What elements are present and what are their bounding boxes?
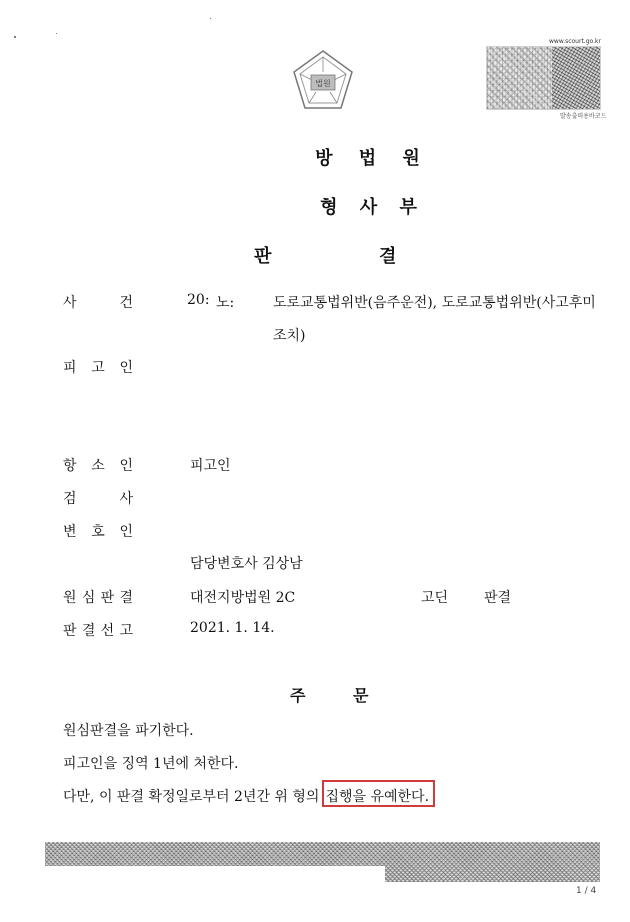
scan-speck — [56, 33, 57, 34]
sentence-date-value: 2021. 1. 14. — [190, 620, 275, 636]
emblem-text: 법원 — [315, 79, 331, 88]
ruling-heading-left: 주 — [290, 686, 306, 705]
counsel-label: 변 호 인 — [63, 524, 133, 540]
judgment-title-right: 결 — [379, 246, 397, 267]
court-url: www.scourt.go.kr — [549, 38, 601, 45]
highlight-box — [322, 780, 435, 807]
sentence-date-label: 판 결 선 고 — [63, 623, 133, 639]
original-judgment-case-type: 고딘 — [421, 590, 449, 606]
barcode-caption: 발송출력용바코드 — [560, 113, 607, 120]
scan-speck — [210, 18, 211, 19]
judgment-title-left: 판 — [254, 246, 272, 267]
case-label: 사 건 — [63, 295, 133, 311]
case-title-line1: 도로교통법위반(음주운전), 도로교통법위반(사고후미 — [273, 295, 596, 311]
prosecutor-label: 검 사 — [63, 491, 133, 507]
case-title-line2: 조치) — [273, 328, 306, 344]
appellant-value: 피고인 — [190, 458, 231, 474]
original-judgment-court: 대전지방법원 2C — [190, 590, 296, 606]
case-number-type: 노: — [216, 295, 235, 311]
barcode-image — [486, 46, 601, 110]
ruling-line-3-prefix: 다만, 이 판결 확정일로부터 2년간 위 형의 — [63, 789, 320, 805]
division-name: 형 사 부 — [320, 197, 425, 218]
ruling-line-2: 피고인을 징역 1년에 처한다. — [63, 756, 239, 772]
court-name: 방 법 원 — [315, 148, 430, 169]
page-number: 1 / 4 — [576, 886, 597, 896]
court-emblem-icon — [290, 48, 356, 114]
original-judgment-label: 원 심 판 결 — [63, 590, 133, 606]
ruling-line-1: 원심판결을 파기한다. — [63, 723, 194, 739]
defendant-label: 피 고 인 — [63, 360, 133, 376]
case-number-year: 20: — [187, 292, 210, 308]
ruling-line-3-highlight: 집행을 유예한다. — [325, 789, 430, 805]
scan-speck — [14, 36, 16, 38]
original-judgment-suffix: 판결 — [484, 590, 512, 606]
appellant-label: 항 소 인 — [63, 458, 133, 474]
ruling-heading-right: 문 — [353, 686, 369, 705]
counsel-value: 담당변호사 김상남 — [190, 556, 303, 572]
